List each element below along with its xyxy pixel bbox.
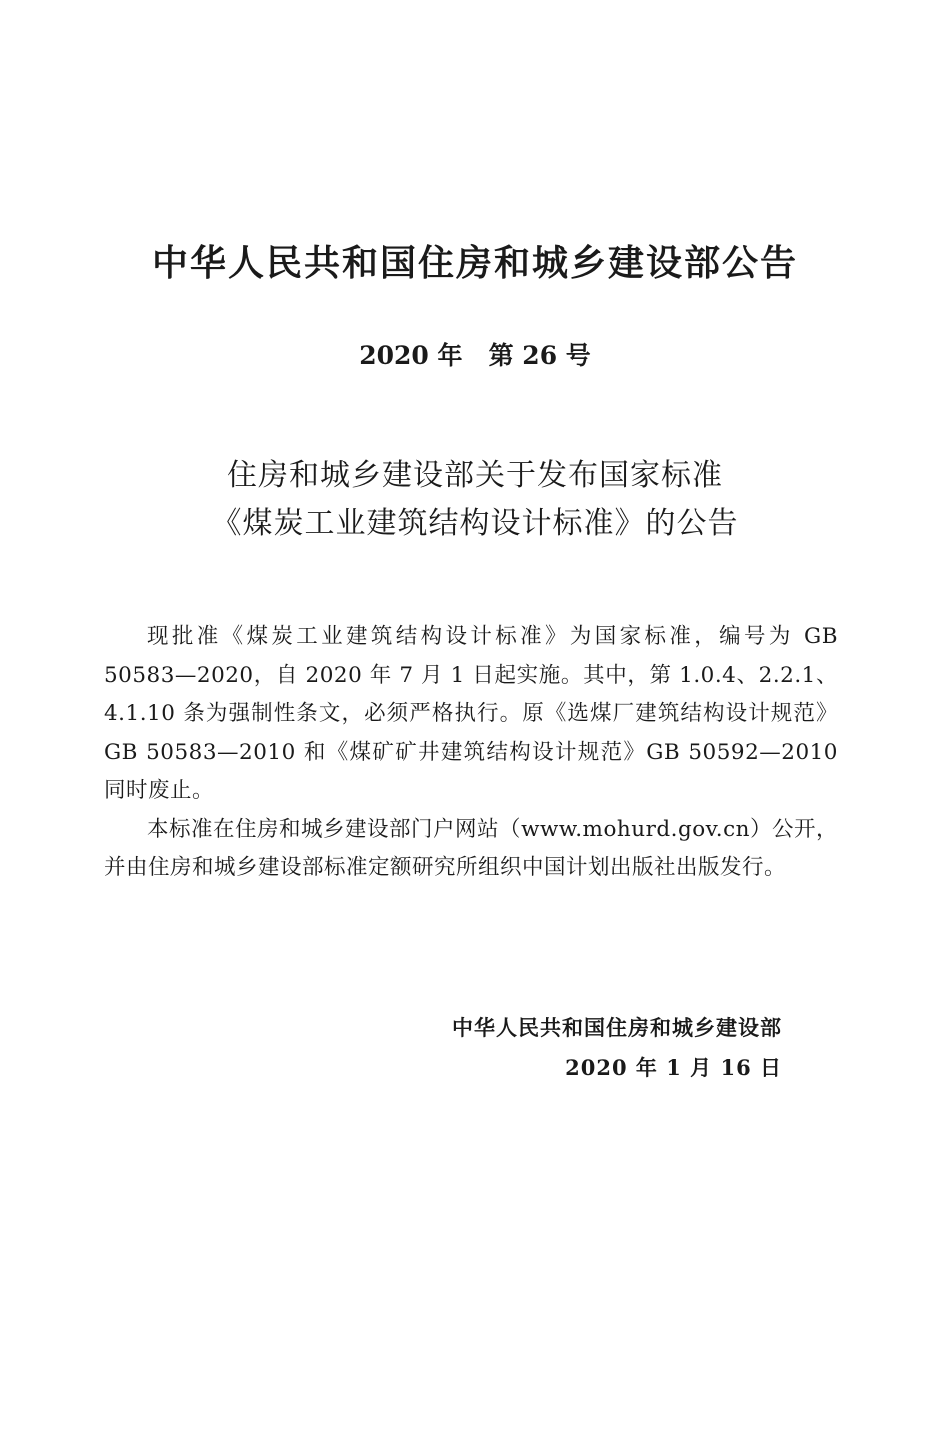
subtitle-line-1: 住房和城乡建设部关于发布国家标准	[227, 458, 723, 493]
issuer-name: 中华人民共和国住房和城乡建设部	[452, 1016, 782, 1040]
announcement-subtitle	[0, 452, 950, 548]
body-paragraph-2: 本标准在住房和城乡建设部门户网站（www.mohurd.gov.cn）公开，并由住房和城乡建设部标准定额研究所组织中国计划出版社出版发行。	[104, 816, 838, 880]
signature-block	[452, 1008, 782, 1088]
subtitle-line-2: 《煤炭工业建筑结构设计标准》的公告	[211, 506, 739, 541]
body-paragraph-1: 现批准《煤炭工业建筑结构设计标准》为国家标准，编号为 GB 50583—2020，自 2020 年 7 月 1 日起实施。其中，第 1.0.4、2.2.1、4.1.10 条为强制性条文，必须严格执行。原《选煤厂建筑结构设计规范》GB 50583—2010 和《煤矿矿井建筑结构设计规范》GB 50592—2010 同时废止。	[104, 624, 838, 803]
announcement-body	[104, 618, 838, 888]
document-title: 中华人民共和国住房和城乡建设部公告	[151, 243, 798, 284]
issue-date: 2020 年 1 月 16 日	[565, 1055, 782, 1080]
issue-number: 2020 年 第 26 号	[359, 341, 591, 370]
